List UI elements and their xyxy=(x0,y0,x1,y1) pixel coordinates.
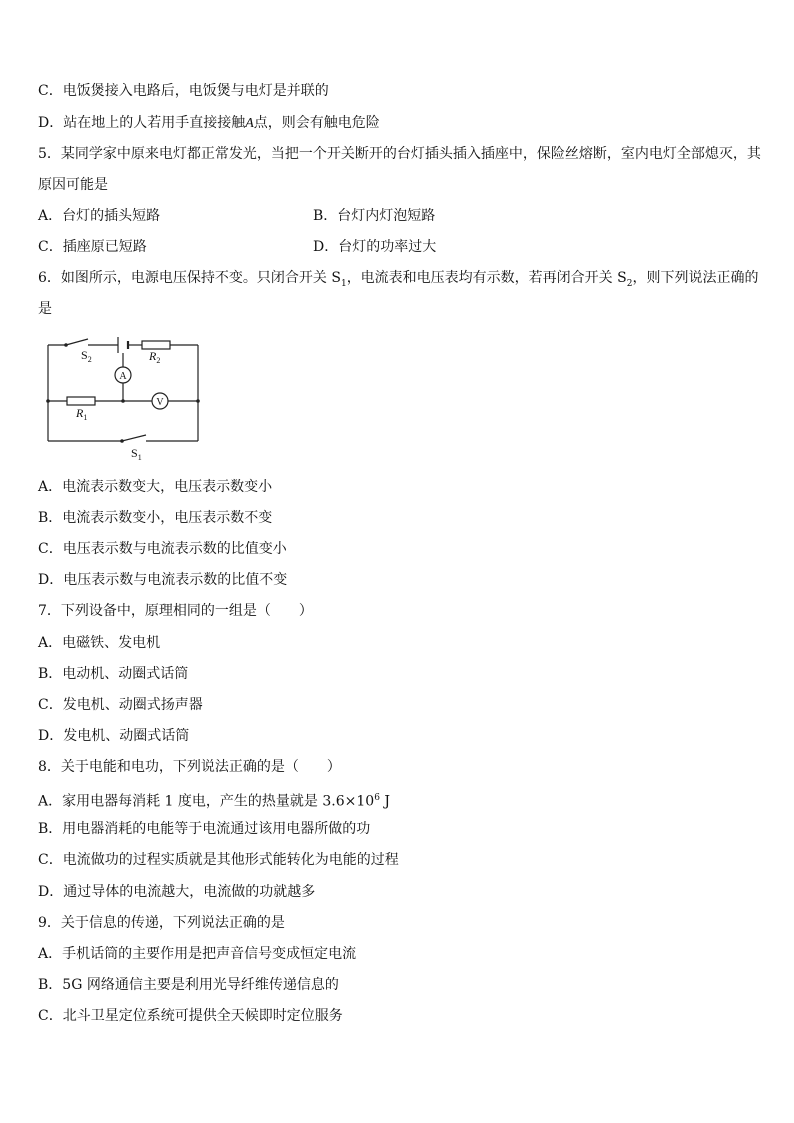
circuit-diagram xyxy=(42,336,207,461)
q6-stem-line1 xyxy=(38,268,758,294)
q8-option-a xyxy=(38,788,758,812)
junction-right xyxy=(196,399,200,403)
q6-stem-part-c: ，则下列说法正确的 xyxy=(632,270,759,286)
label-r1-text: R xyxy=(76,406,84,420)
q5-option-b: B．台灯内灯泡短路 xyxy=(313,208,436,224)
q4-option-d-tail: 点，则会有触电危险 xyxy=(253,115,380,131)
label-r1-sub: 1 xyxy=(83,413,88,422)
label-s1-text: S xyxy=(131,446,138,460)
q4-option-d-text: D．站在地上的人若用手直接接触 xyxy=(38,115,246,131)
switch-s2-blade xyxy=(66,339,88,345)
label-s2-sub: 2 xyxy=(87,355,92,364)
q5-stem-line2: 原因可能是 xyxy=(38,177,108,193)
q6-stem-part-b: ，电流表和电压表均有示数，若再闭合开关 S xyxy=(346,270,627,286)
q9-option-c: C．北斗卫星定位系统可提供全天候即时定位服务 xyxy=(38,1008,343,1024)
voltmeter-label: V xyxy=(156,397,164,408)
q7-option-c: C．发电机、动圈式扬声器 xyxy=(38,697,203,713)
junction-center xyxy=(121,399,125,403)
junction-left xyxy=(46,399,50,403)
resistor-r2 xyxy=(142,341,170,349)
label-r2-sub: 2 xyxy=(156,356,161,365)
q8-option-b: B．用电器消耗的电能等于电流通过该用电器所做的功 xyxy=(38,821,371,837)
q7-option-b: B．电动机、动圈式话筒 xyxy=(38,666,189,682)
q4-point-label: A xyxy=(245,116,254,131)
q7-option-a: A．电磁铁、发电机 xyxy=(38,635,161,651)
ammeter-label: A xyxy=(119,371,127,382)
q5-option-c: C．插座原已短路 xyxy=(38,239,147,255)
q5-option-d: D．台灯的功率过大 xyxy=(313,239,437,255)
switch-s2-pivot xyxy=(64,343,68,347)
q6-option-c: C．电压表示数与电流表示数的比值变小 xyxy=(38,541,287,557)
q5-options-row1 xyxy=(38,206,758,226)
q4-option-d xyxy=(38,113,758,134)
q5-stem-line1: 5．某同学家中原来电灯都正常发光，当把一个开关断开的台灯插头插入插座中，保险丝熔断，室内电灯全部熄灭，其 xyxy=(38,146,761,162)
label-s2 xyxy=(81,348,92,364)
switch-s1-blade xyxy=(122,435,146,441)
q6-option-a: A．电流表示数变大，电压表示数变小 xyxy=(38,479,273,495)
q6-option-d: D．电压表示数与电流表示数的比值不变 xyxy=(38,572,288,588)
q5-options-row2 xyxy=(38,237,758,257)
q7-stem: 7．下列设备中，原理相同的一组是（ ） xyxy=(38,603,313,619)
q8-stem: 8．关于电能和电功，下列说法正确的是（ ） xyxy=(38,759,341,775)
q6-stem-part-a: 6．如图所示，电源电压保持不变。只闭合开关 S xyxy=(38,270,341,286)
q7-option-d: D．发电机、动圈式话筒 xyxy=(38,728,190,744)
q8-option-a-unit: J xyxy=(379,793,390,810)
q6-s1-subscript: 1 xyxy=(340,278,347,289)
q8-option-c: C．电流做功的过程实质就是其他形式能转化为电能的过程 xyxy=(38,852,399,868)
q9-stem: 9．关于信息的传递，下列说法正确的是 xyxy=(38,915,285,931)
resistor-r1 xyxy=(67,397,95,405)
label-r2 xyxy=(148,349,160,365)
label-s2-text: S xyxy=(81,348,88,362)
q8-option-a-exponent: 6 xyxy=(374,793,380,803)
switch-s1-pivot xyxy=(120,439,124,443)
q8-option-a-text: A．家用电器每消耗 1 度电，产生的热量就是 3.6×10 xyxy=(38,793,375,810)
label-s1-sub: 1 xyxy=(137,453,142,461)
q9-option-a: A．手机话筒的主要作用是把声音信号变成恒定电流 xyxy=(38,946,357,962)
q6-stem-line2: 是 xyxy=(38,301,52,317)
q6-option-b: B．电流表示数变小，电压表示数不变 xyxy=(38,510,273,526)
q9-option-b: B．5G 网络通信主要是利用光导纤维传递信息的 xyxy=(38,977,339,993)
label-r1 xyxy=(75,406,87,422)
q5-option-a: A．台灯的插头短路 xyxy=(38,208,161,224)
q4-option-c: C．电饭煲接入电路后，电饭煲与电灯是并联的 xyxy=(38,83,329,99)
label-s1 xyxy=(131,446,142,461)
q8-option-d: D．通过导体的电流越大，电流做的功就越多 xyxy=(38,884,316,900)
q6-s2-subscript: 2 xyxy=(626,278,633,289)
label-r2-text: R xyxy=(149,349,157,363)
